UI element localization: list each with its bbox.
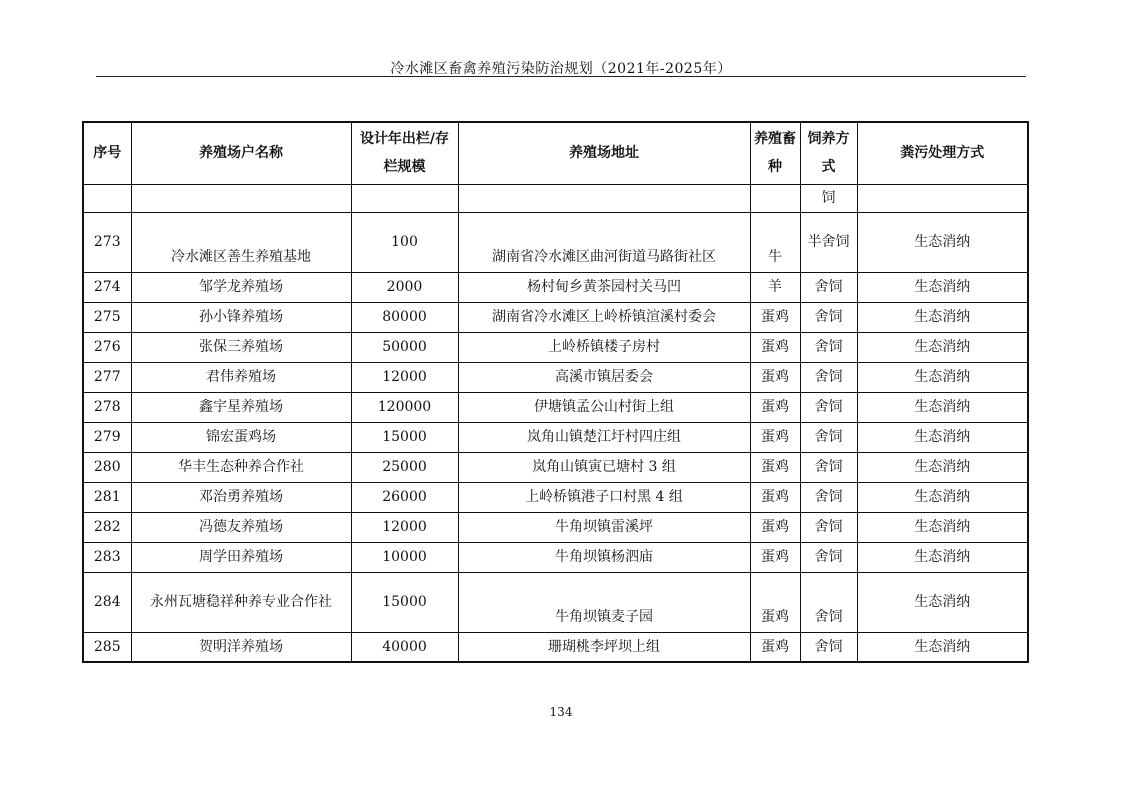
col-header-name: 养殖场户名称 (131, 122, 351, 184)
cell-address: 珊瑚桃李坪坝上组 (458, 632, 750, 662)
cell-species: 蛋鸡 (750, 422, 800, 452)
cell-scale: 10000 (351, 542, 458, 572)
cell-scale: 2000 (351, 272, 458, 302)
cell-address: 牛角坝镇雷溪坪 (458, 512, 750, 542)
cell-scale: 50000 (351, 332, 458, 362)
cell-feeding: 舍饲 (800, 572, 857, 632)
cell-scale: 12000 (351, 512, 458, 542)
cell-species: 蛋鸡 (750, 482, 800, 512)
col-header-feeding: 饲养方式 (800, 122, 857, 184)
cell-species: 蛋鸡 (750, 632, 800, 662)
cell-name: 鑫宇星养殖场 (131, 392, 351, 422)
cell-scale: 15000 (351, 572, 458, 632)
cell-no: 278 (83, 392, 131, 422)
table-row (83, 452, 1028, 482)
cell-treatment: 生态消纳 (857, 452, 1028, 482)
cell-no: 284 (83, 572, 131, 632)
cell-name: 张保三养殖场 (131, 332, 351, 362)
cell-treatment: 生态消纳 (857, 392, 1028, 422)
cell-no: 281 (83, 482, 131, 512)
table-row (83, 392, 1028, 422)
col-header-no: 序号 (83, 122, 131, 184)
cell-treatment: 生态消纳 (857, 332, 1028, 362)
col-header-scale: 设计年出栏/存栏规模 (351, 122, 458, 184)
cell-treatment: 生态消纳 (857, 302, 1028, 332)
cell-feeding: 舍饲 (800, 302, 857, 332)
cell-scale: 26000 (351, 482, 458, 512)
cell-species: 蛋鸡 (750, 302, 800, 332)
cell-scale: 15000 (351, 422, 458, 452)
cell-treatment: 生态消纳 (857, 632, 1028, 662)
cell-species: 蛋鸡 (750, 332, 800, 362)
table-row (83, 632, 1028, 662)
cell-species: 蛋鸡 (750, 542, 800, 572)
cell-scale: 100 (351, 212, 458, 272)
table-row-continuation (83, 184, 1028, 212)
farms-table (82, 121, 1029, 663)
cell-scale: 25000 (351, 452, 458, 482)
cell-feeding: 舍饲 (800, 392, 857, 422)
cell-address: 湖南省冷水滩区曲河街道马路街社区 (458, 212, 750, 272)
table-row (83, 332, 1028, 362)
cell-feeding: 舍饲 (800, 422, 857, 452)
table-row (83, 362, 1028, 392)
cell-no: 275 (83, 302, 131, 332)
table-row (83, 272, 1028, 302)
cell-scale: 40000 (351, 632, 458, 662)
cell-name: 贺明洋养殖场 (131, 632, 351, 662)
cell-treatment: 生态消纳 (857, 572, 1028, 632)
cell-scale: 12000 (351, 362, 458, 392)
cell-address: 高溪市镇居委会 (458, 362, 750, 392)
cell-no: 276 (83, 332, 131, 362)
cell-address: 岚角山镇寅已塘村 3 组 (458, 452, 750, 482)
cell-no: 277 (83, 362, 131, 392)
cell-treatment: 生态消纳 (857, 422, 1028, 452)
table-row (83, 422, 1028, 452)
cell-address: 杨村甸乡黄茶园村关马凹 (458, 272, 750, 302)
cell-name: 邓治勇养殖场 (131, 482, 351, 512)
running-header-title: 冷水滩区畜禽养殖污染防治规划（2021年-2025年） (390, 61, 732, 77)
cell-treatment: 生态消纳 (857, 272, 1028, 302)
table-row (83, 542, 1028, 572)
cell-scale: 120000 (351, 392, 458, 422)
cell-treatment: 生态消纳 (857, 512, 1028, 542)
cell-feeding: 舍饲 (800, 272, 857, 302)
cell-feeding: 舍饲 (800, 542, 857, 572)
header-divider (96, 76, 1026, 77)
cell-treatment: 生态消纳 (857, 362, 1028, 392)
cell-feeding: 饲 (800, 184, 857, 212)
cell-name: 冷水滩区善生养殖基地 (131, 212, 351, 272)
cell-address: 牛角坝镇麦子园 (458, 572, 750, 632)
cell-species: 蛋鸡 (750, 392, 800, 422)
cell-name: 孙小锋养殖场 (131, 302, 351, 332)
cell-no: 280 (83, 452, 131, 482)
cell-feeding: 舍饲 (800, 332, 857, 362)
cell-name: 君伟养殖场 (131, 362, 351, 392)
col-header-species: 养殖畜种 (750, 122, 800, 184)
cell-feeding: 舍饲 (800, 452, 857, 482)
cell-feeding: 半舍饲 (800, 212, 857, 272)
cell-name: 冯德友养殖场 (131, 512, 351, 542)
cell-address: 上岭桥镇港子口村黑 4 组 (458, 482, 750, 512)
cell-no: 279 (83, 422, 131, 452)
cell-no: 282 (83, 512, 131, 542)
cell-address: 岚角山镇楚江圩村四庄组 (458, 422, 750, 452)
cell-treatment: 生态消纳 (857, 212, 1028, 272)
cell-no: 273 (83, 212, 131, 272)
cell-address: 上岭桥镇楼子房村 (458, 332, 750, 362)
cell-address: 牛角坝镇杨泗庙 (458, 542, 750, 572)
table-row (83, 572, 1028, 632)
cell-address: 湖南省冷水滩区上岭桥镇渲溪村委会 (458, 302, 750, 332)
cell-scale: 80000 (351, 302, 458, 332)
cell-no: 274 (83, 272, 131, 302)
cell-address: 伊塘镇孟公山村街上组 (458, 392, 750, 422)
cell-treatment: 生态消纳 (857, 482, 1028, 512)
table-row (83, 302, 1028, 332)
cell-species: 蛋鸡 (750, 572, 800, 632)
cell-feeding: 舍饲 (800, 482, 857, 512)
table-header-row (83, 122, 1028, 184)
cell-no: 285 (83, 632, 131, 662)
cell-treatment: 生态消纳 (857, 542, 1028, 572)
cell-species: 羊 (750, 272, 800, 302)
table-row (83, 482, 1028, 512)
col-header-address: 养殖场地址 (458, 122, 750, 184)
table-row (83, 512, 1028, 542)
page-number: 134 (549, 705, 573, 719)
cell-name: 锦宏蛋鸡场 (131, 422, 351, 452)
cell-name: 邹学龙养殖场 (131, 272, 351, 302)
cell-species: 蛋鸡 (750, 362, 800, 392)
cell-species: 牛 (750, 212, 800, 272)
cell-species: 蛋鸡 (750, 452, 800, 482)
cell-species: 蛋鸡 (750, 512, 800, 542)
cell-name: 周学田养殖场 (131, 542, 351, 572)
table-row (83, 212, 1028, 272)
cell-no: 283 (83, 542, 131, 572)
cell-name: 永州瓦塘稳祥种养专业合作社 (131, 572, 351, 632)
col-header-treatment: 粪污处理方式 (857, 122, 1028, 184)
cell-feeding: 舍饲 (800, 362, 857, 392)
cell-name: 华丰生态种养合作社 (131, 452, 351, 482)
cell-feeding: 舍饲 (800, 632, 857, 662)
cell-feeding: 舍饲 (800, 512, 857, 542)
